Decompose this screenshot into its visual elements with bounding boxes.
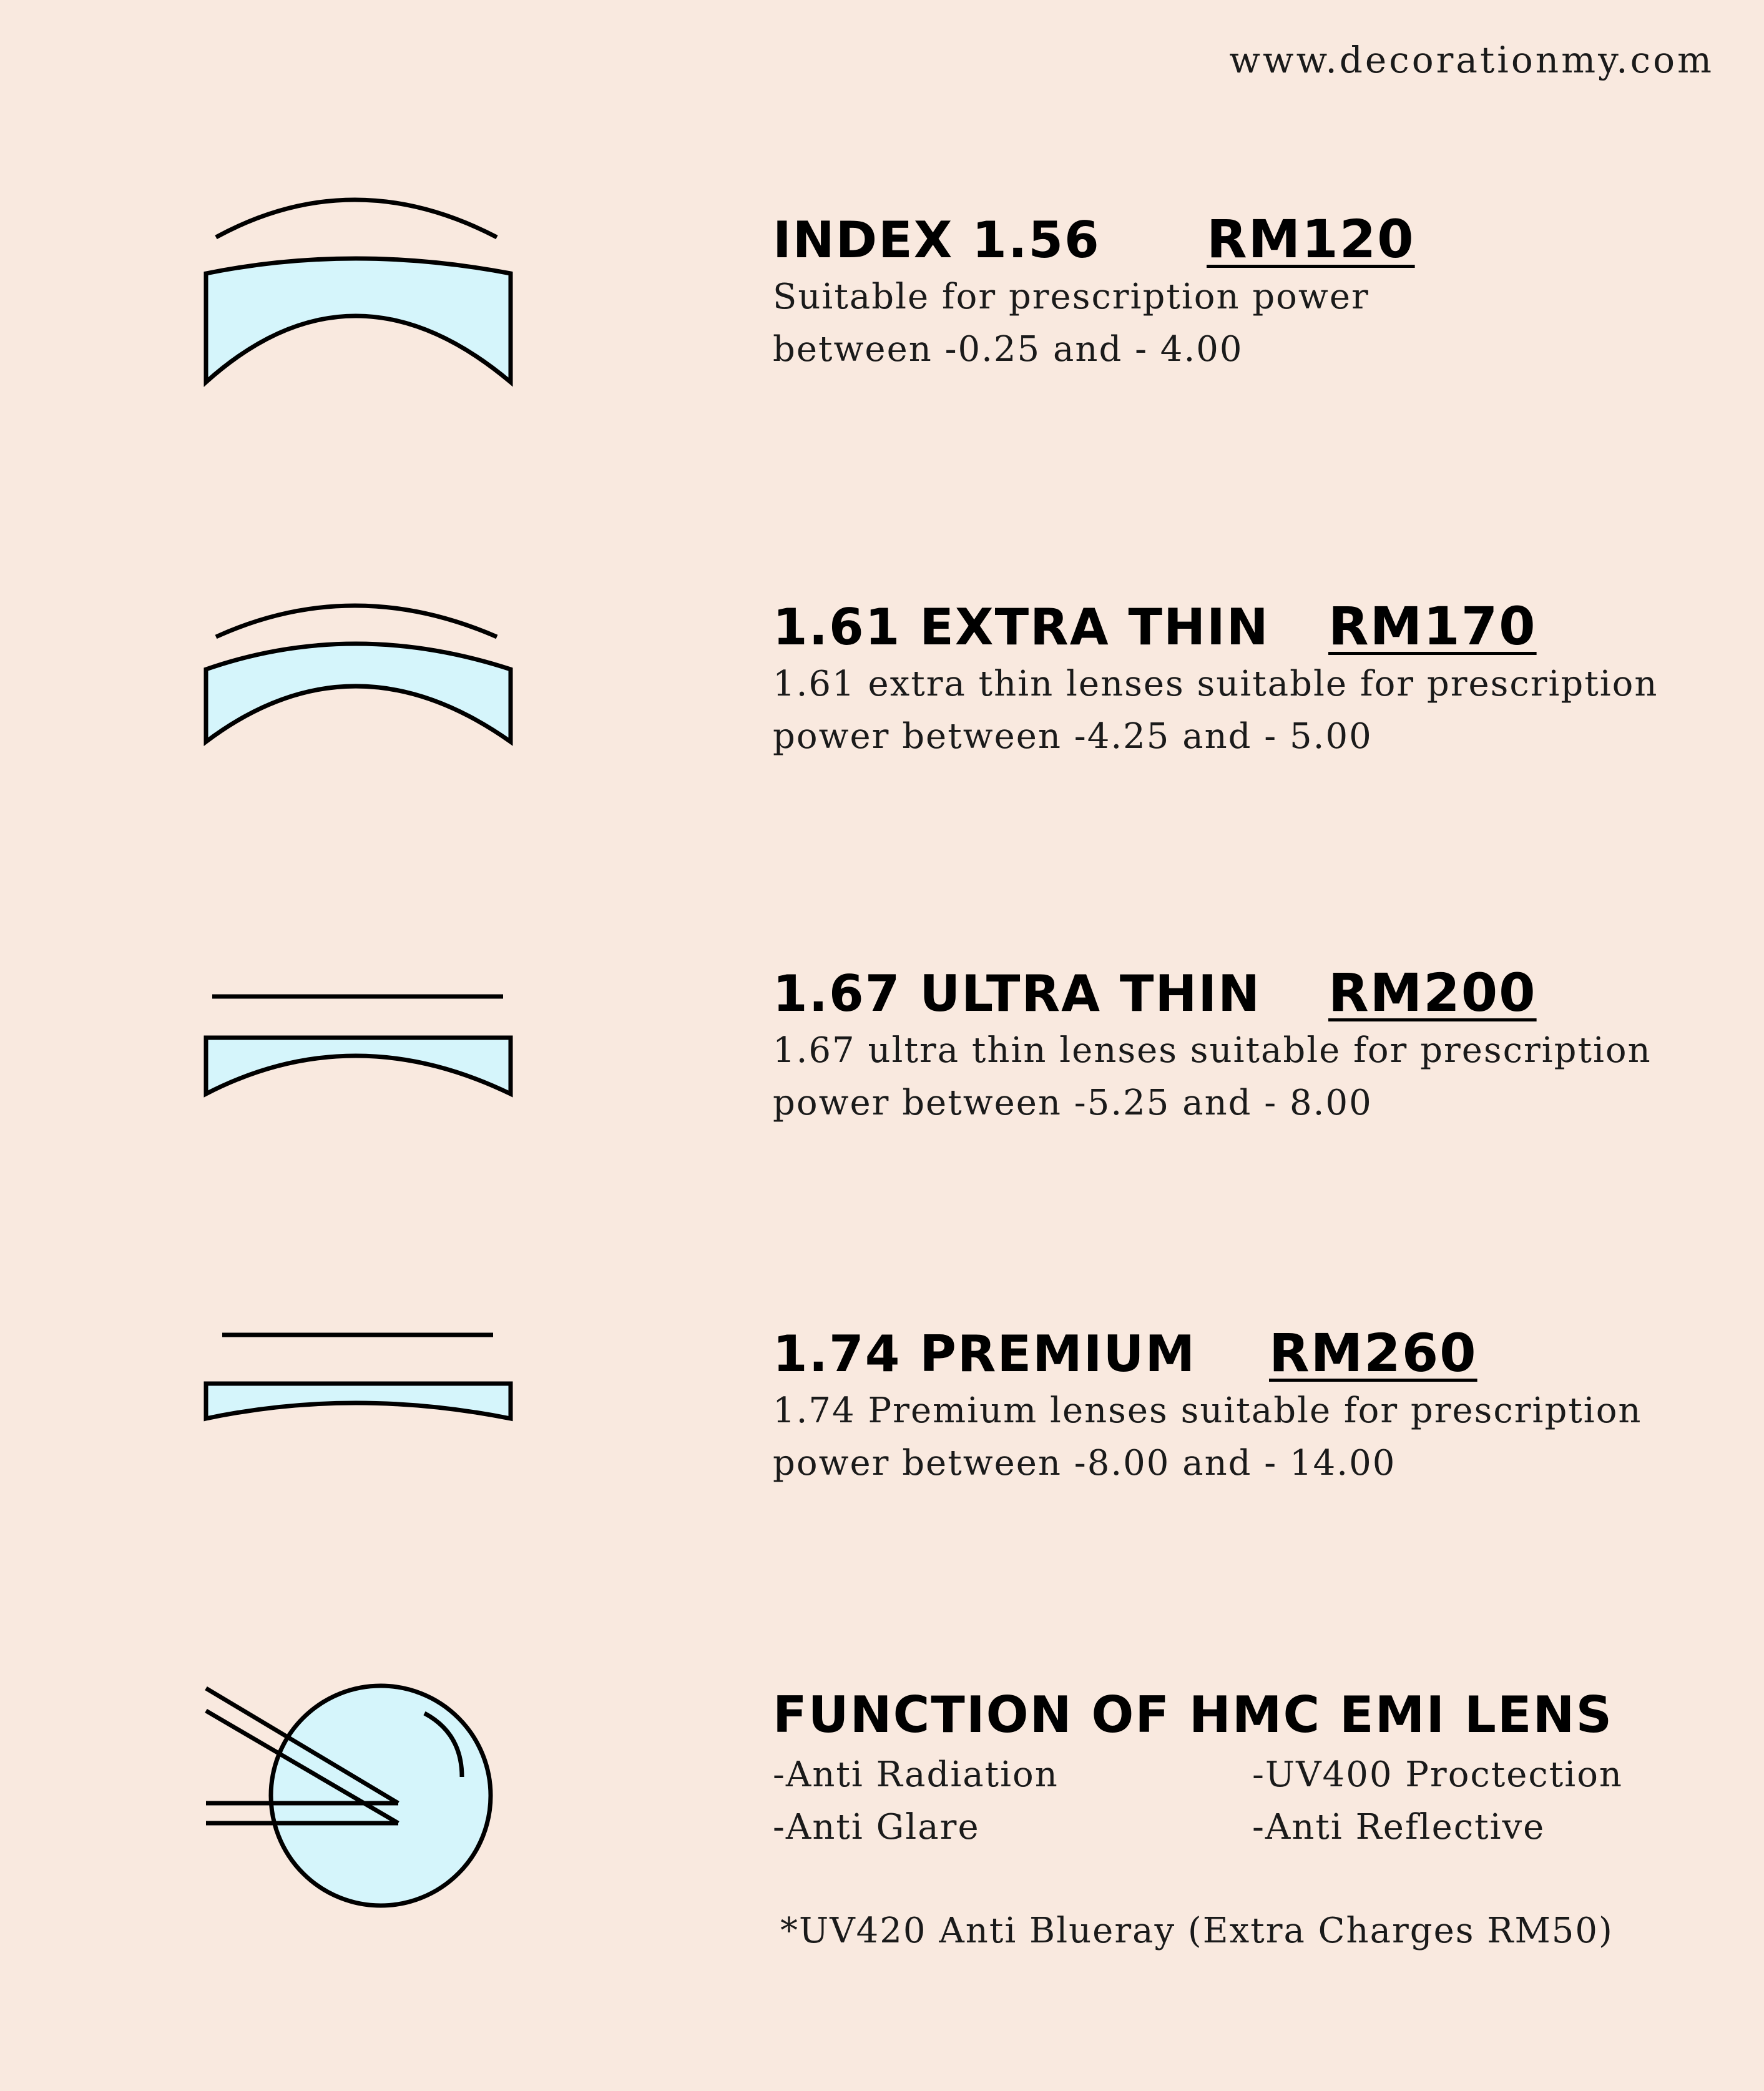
eye-light-ray-icon (200, 1673, 512, 1923)
lens-title: 1.61 EXTRA THIN (773, 598, 1270, 656)
lens-174-premium-icon (200, 1317, 524, 1430)
lens-desc-line-2: power between -8.00 and - 14.00 (773, 1443, 1396, 1483)
lens-section-167 (773, 962, 1709, 1129)
lens-desc-line-2: between -0.25 and - 4.00 (773, 329, 1243, 370)
lens-price: RM200 (1328, 962, 1537, 1023)
lens-title: 1.67 ULTRA THIN (773, 965, 1262, 1023)
feature-item: -UV400 Proctection (1252, 1754, 1623, 1795)
lens-price: RM260 (1269, 1322, 1477, 1384)
lens-desc-line-1: 1.67 ultra thin lenses suitable for prescription (773, 1030, 1652, 1071)
lens-desc-line-1: Suitable for prescription power (773, 277, 1370, 317)
lens-price: RM170 (1328, 596, 1537, 657)
website-url: www.decorationmy.com (1229, 39, 1714, 81)
lens-desc-line-1: 1.74 Premium lenses suitable for prescription (773, 1390, 1642, 1431)
function-title: FUNCTION OF HMC EMI LENS (773, 1686, 1614, 1744)
lens-title: 1.74 PREMIUM (773, 1325, 1197, 1383)
feature-item: -Anti Reflective (1252, 1807, 1546, 1847)
lens-title: INDEX 1.56 (773, 211, 1100, 269)
lens-desc-line-2: power between -5.25 and - 8.00 (773, 1083, 1373, 1123)
feature-list (773, 1754, 1709, 1861)
function-section (773, 1686, 1709, 1861)
lens-section-index-156 (773, 211, 1709, 376)
lens-desc-line-1: 1.61 extra thin lenses suitable for prescription (773, 664, 1659, 704)
lens-161-extra-thin-icon (200, 593, 524, 749)
blueray-note: *UV420 Anti Blueray (Extra Charges RM50) (780, 1911, 1614, 1951)
feature-item: -Anti Radiation (773, 1754, 1059, 1795)
lens-price: RM120 (1207, 209, 1415, 270)
lens-section-174 (773, 1322, 1709, 1490)
lens-167-ultra-thin-icon (200, 980, 524, 1105)
lens-index-156-icon (200, 187, 524, 393)
lens-section-161 (773, 598, 1709, 763)
lens-desc-line-2: power between -4.25 and - 5.00 (773, 716, 1373, 757)
feature-item: -Anti Glare (773, 1807, 980, 1847)
